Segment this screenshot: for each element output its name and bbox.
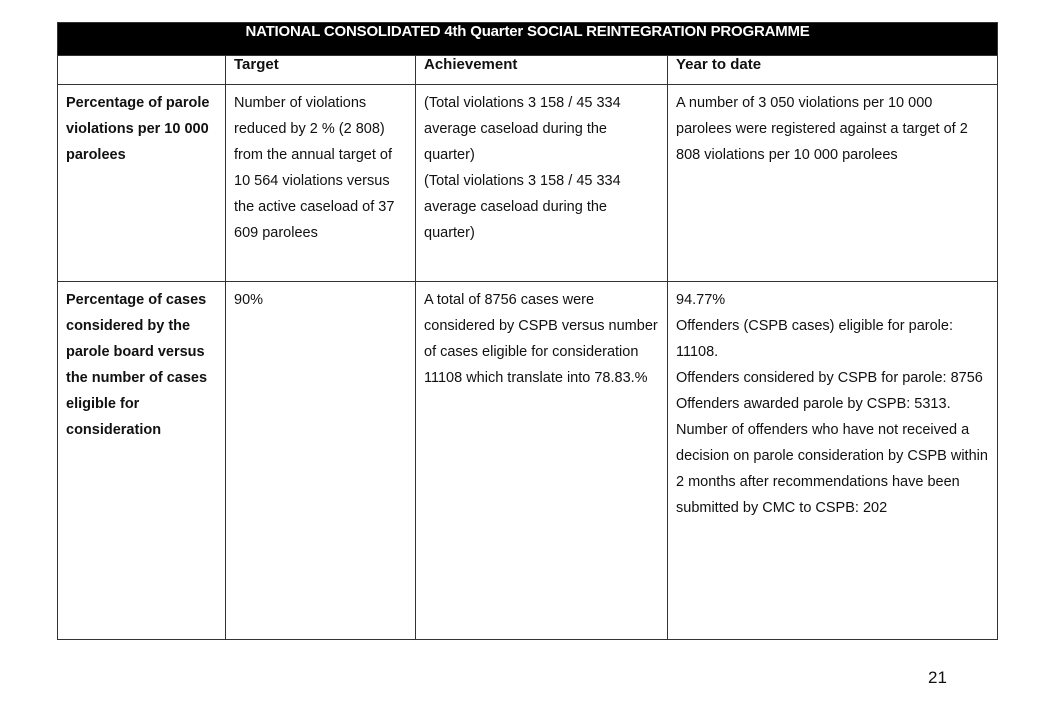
year-to-date-line: 94.77%: [676, 292, 726, 308]
column-header-row: [58, 56, 998, 85]
year-to-date-line: Offenders considered by CSPB for parole: 8756: [676, 370, 983, 386]
table-row: [58, 282, 998, 640]
report-table: [57, 22, 998, 640]
year-to-date-line: A number of 3 050 violations per 10 000 parolees were registered against a target of 2 808 violations per 10 000 parolees: [676, 95, 968, 163]
year-to-date-line: Number of offenders who have not received a decision on parole consideration by CSPB within 2 months after recommendations have been submitted by CMC to CSPB: 202: [676, 422, 988, 516]
row-label: Percentage of parole violations per 10 000 parolees: [58, 85, 226, 282]
year-to-date-cell: [668, 282, 998, 640]
row-label: Percentage of cases considered by the parole board versus the number of cases eligible for consideration: [58, 282, 226, 640]
header-year-to-date: Year to date: [668, 56, 998, 85]
header-target: Target: [226, 56, 416, 85]
header-achievement: Achievement: [416, 56, 668, 85]
header-blank: [58, 56, 226, 85]
achievement-cell: [416, 85, 668, 282]
year-to-date-line: Offenders (CSPB cases) eligible for parole: 11108.: [676, 318, 953, 360]
achievement-line: A total of 8756 cases were considered by CSPB versus number of cases eligible for consideration 11108 which translate into 78.83.%: [424, 292, 658, 386]
year-to-date-line: Offenders awarded parole by CSPB: 5313.: [676, 396, 951, 412]
achievement-cell: [416, 282, 668, 640]
table-title: NATIONAL CONSOLIDATED 4th Quarter SOCIAL REINTEGRATION PROGRAMME: [58, 23, 998, 56]
table-title-row: [58, 23, 998, 56]
year-to-date-cell: [668, 85, 998, 282]
achievement-line: (Total violations 3 158 / 45 334 average caseload during the quarter): [424, 173, 621, 241]
page-number: 21: [928, 668, 947, 687]
table-row: [58, 85, 998, 282]
target-cell: 90%: [226, 282, 416, 640]
achievement-line: (Total violations 3 158 / 45 334 average caseload during the quarter): [424, 95, 621, 163]
target-cell: Number of violations reduced by 2 % (2 808) from the annual target of 10 564 violations versus the active caseload of 37 609 parolees: [226, 85, 416, 282]
